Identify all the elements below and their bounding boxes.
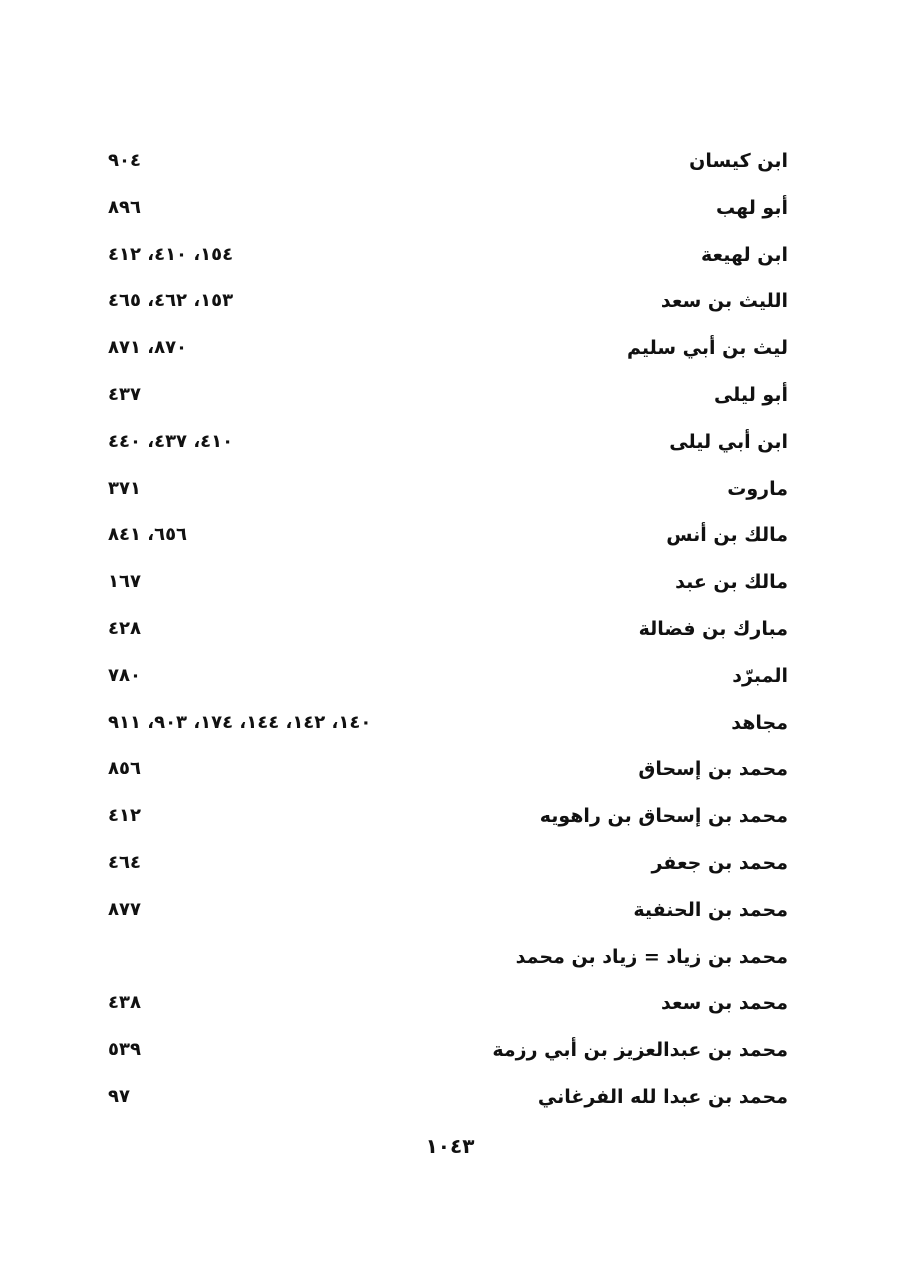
entry-pages: ٤١٢ [108,805,141,827]
entry-pages: ٧٨٠ [108,664,141,686]
index-entry [108,934,788,981]
entry-name: ليث بن أبي سليم [626,337,788,360]
entry-name: محمد بن الحنفية [633,898,788,921]
index-entry [108,980,788,1027]
entry-pages: ٩٧ [108,1085,130,1107]
entry-pages: ١٥٣، ٤٦٢، ٤٦٥ [108,290,234,312]
entry-name: محمد بن إسحاق [638,758,788,781]
index-entry [108,512,788,559]
entry-name: أبو ليلى [713,383,788,406]
entry-pages: ٤٣٨ [108,992,141,1014]
index-entry [108,232,788,279]
entry-name: مجاهد [731,711,788,734]
entry-name: محمد بن سعد [660,992,788,1015]
entry-pages: ٥٣٩ [108,1039,141,1061]
entry-pages: ١٦٧ [108,571,141,593]
entry-name: المبرّد [732,664,788,687]
entry-name: ابن لهيعة [700,243,788,266]
index-entry [108,606,788,653]
entry-name: مالك بن عبد [675,571,788,594]
index-entry [108,793,788,840]
index-list [108,138,788,1121]
entry-pages: ٤١٠، ٤٣٧، ٤٤٠ [108,430,234,452]
entry-name: ماروت [727,477,788,500]
entry-pages: ٣٧١ [108,477,141,499]
entry-name: محمد بن إسحاق بن راهويه [539,805,788,828]
entry-pages: ٤٢٨ [108,617,141,639]
entry-pages: ٨٧٧ [108,898,141,920]
entry-pages: ٦٥٦، ٨٤١ [108,524,188,546]
index-entry [108,1074,788,1121]
index-entry [108,278,788,325]
page-number: ١٠٤٣ [425,1134,475,1158]
entry-pages: ٨٩٦ [108,196,141,218]
index-entry [108,887,788,934]
index-entry [108,419,788,466]
index-entry [108,372,788,419]
entry-pages: ٤٦٤ [108,851,141,873]
index-entry [108,325,788,372]
index-entry [108,559,788,606]
index-entry [108,1027,788,1074]
entry-pages: ٨٧٠، ٨٧١ [108,337,188,359]
index-entry [108,746,788,793]
entry-name: محمد بن عبدالعزيز بن أبي رزمة [492,1039,788,1062]
entry-name: محمد بن زياد = زياد بن محمد [515,945,788,968]
index-entry [108,138,788,185]
index-entry [108,185,788,232]
entry-name: الليث بن سعد [660,290,788,313]
entry-pages: ٨٥٦ [108,758,141,780]
entry-pages: ٩٠٤ [108,150,141,171]
entry-name: أبو لهب [716,196,788,219]
entry-name: مبارك بن فضالة [638,617,788,640]
entry-name: ابن أبي ليلى [669,430,788,453]
entry-name: محمد بن عبدا لله الفرغاني [537,1085,788,1108]
index-entry [108,653,788,700]
entry-name: ابن كيسان [689,150,788,172]
entry-name: محمد بن جعفر [651,851,788,874]
entry-pages: ١٥٤، ٤١٠، ٤١٢ [108,243,234,265]
index-entry [108,840,788,887]
entry-name: مالك بن أنس [666,524,788,547]
index-entry [108,466,788,513]
index-entry [108,700,788,747]
entry-pages: ٤٣٧ [108,383,141,405]
entry-pages: ١٤٠، ١٤٢، ١٤٤، ١٧٤، ٩٠٣، ٩١١ [108,711,372,733]
